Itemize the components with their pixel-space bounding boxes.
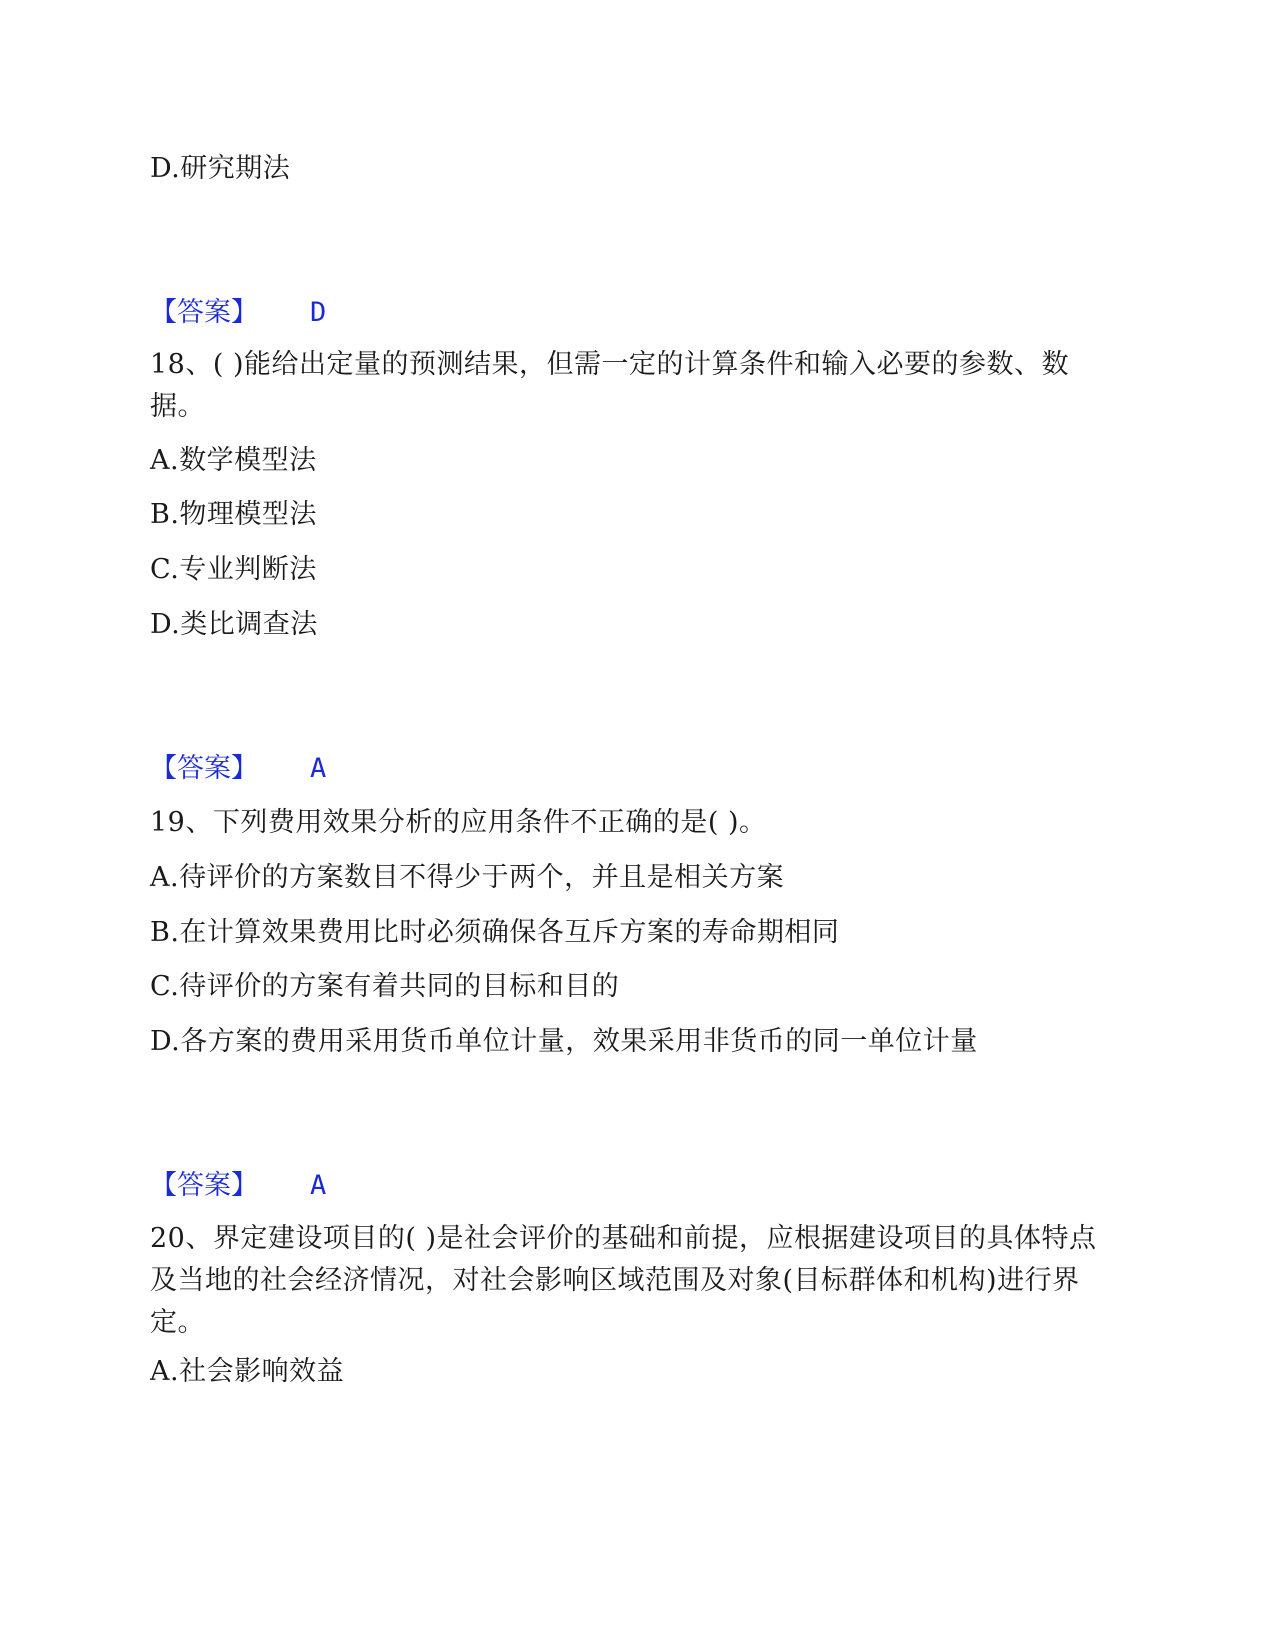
answer-value: D bbox=[310, 297, 327, 328]
q19-answer bbox=[150, 1165, 326, 1207]
q17-option-d: D.研究期法 bbox=[150, 153, 291, 184]
answer-label: 【答案】 bbox=[150, 1170, 258, 1201]
answer-value: A bbox=[310, 1170, 327, 1201]
answer-label: 【答案】 bbox=[150, 753, 258, 784]
q17-answer bbox=[150, 292, 326, 334]
q18-stem: 18、( )能给出定量的预测结果，但需一定的计算条件和输入必要的参数、数据。 bbox=[150, 349, 1070, 422]
answer-label: 【答案】 bbox=[150, 297, 258, 328]
q18-option-d: D.类比调查法 bbox=[150, 609, 318, 640]
q20-stem: 20、界定建设项目的( )是社会评价的基础和前提，应根据建设项目的具体特点及当地的社会经济情况，对社会影响区域范围及对象(目标群体和机构)进行界定。 bbox=[150, 1223, 1097, 1338]
q18-option-a: A.数学模型法 bbox=[150, 445, 317, 476]
answer-value: A bbox=[310, 753, 327, 784]
q18-answer bbox=[150, 748, 326, 790]
q19-option-b: B.在计算效果费用比时必须确保各互斥方案的寿命期相同 bbox=[150, 917, 840, 948]
q19-stem: 19、下列费用效果分析的应用条件不正确的是( )。 bbox=[150, 807, 767, 838]
q19-option-a: A.待评价的方案数目不得少于两个，并且是相关方案 bbox=[150, 862, 785, 893]
q18-option-c: C.专业判断法 bbox=[150, 554, 317, 585]
q18-option-b: B.物理模型法 bbox=[150, 499, 317, 530]
q20-option-a: A.社会影响效益 bbox=[150, 1356, 345, 1387]
q19-option-c: C.待评价的方案有着共同的目标和目的 bbox=[150, 971, 620, 1002]
q19-option-d: D.各方案的费用采用货币单位计量，效果采用非货币的同一单位计量 bbox=[150, 1026, 978, 1057]
